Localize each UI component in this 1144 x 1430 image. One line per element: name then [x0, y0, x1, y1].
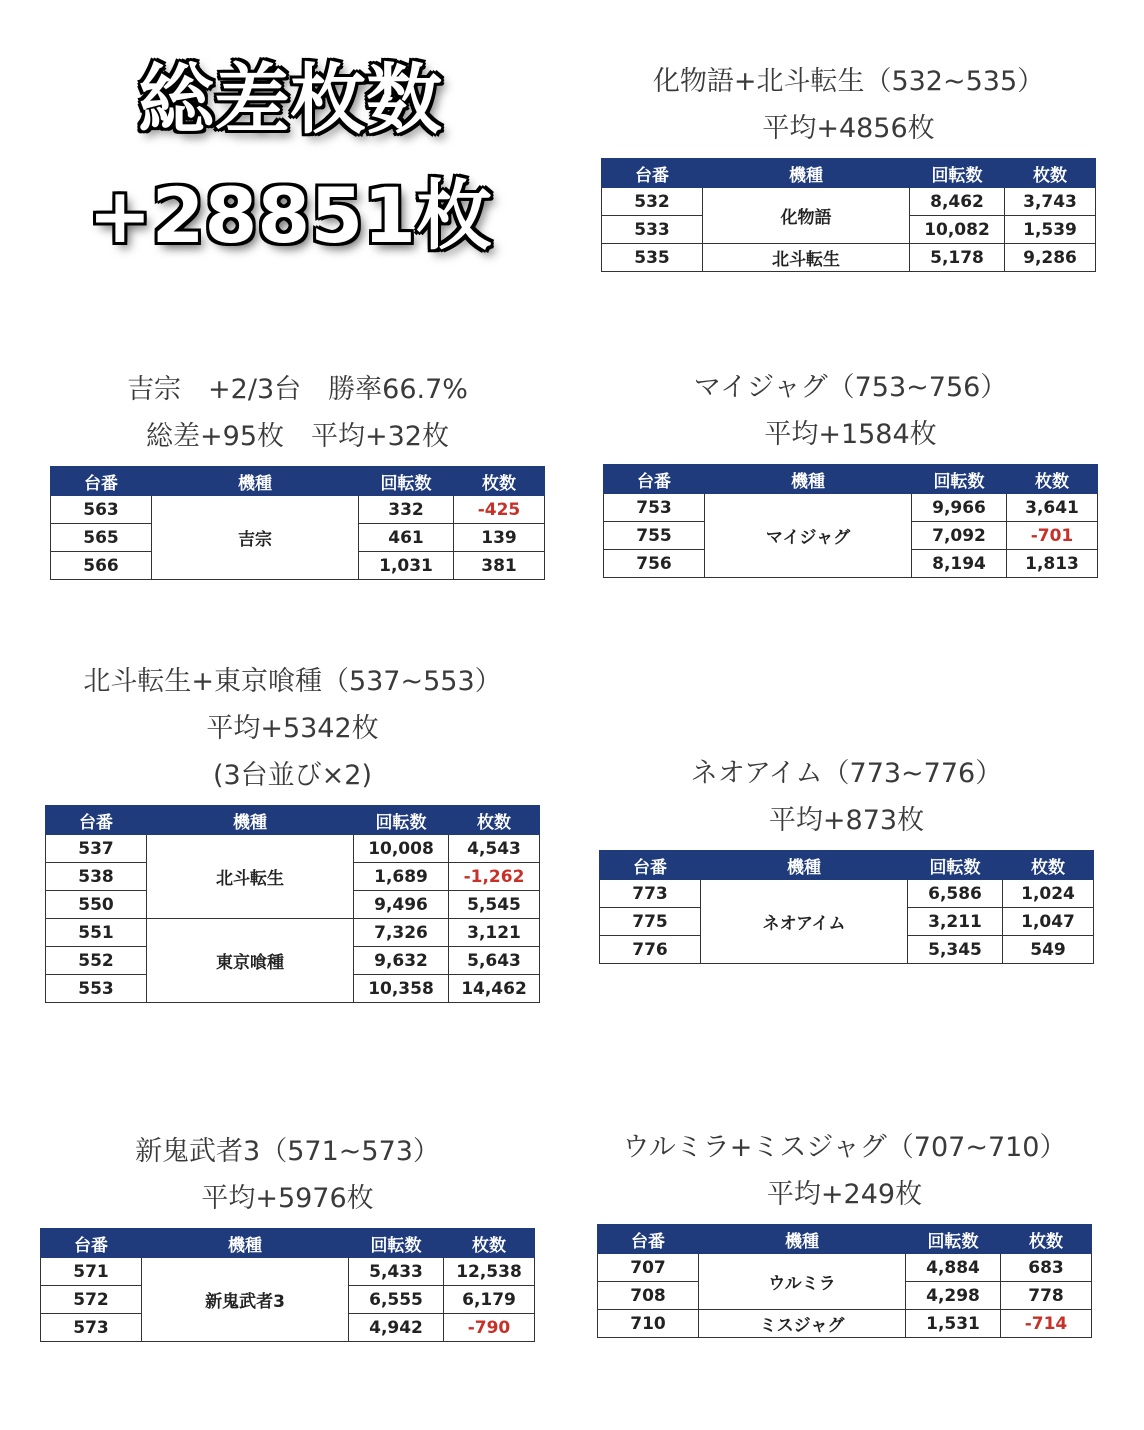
section-subtitle: 平均+873枚: [768, 805, 925, 836]
coin-difference: 1,047: [1003, 908, 1094, 936]
result-table: [603, 464, 1098, 578]
table-row: [51, 496, 545, 524]
spin-count: 1,689: [354, 863, 449, 891]
machine-number: 533: [602, 216, 703, 244]
table-header-row: [46, 806, 540, 835]
result-table: [40, 1228, 535, 1342]
table-row: [602, 244, 1096, 272]
result-table: [597, 1224, 1092, 1338]
coin-difference: -714: [1001, 1310, 1092, 1338]
column-header: 回転数: [912, 465, 1007, 494]
machine-number: 535: [602, 244, 703, 272]
section-bakemonogatari-hokuto: [601, 58, 1096, 272]
coin-difference: 14,462: [449, 975, 540, 1003]
coin-difference: 4,543: [449, 835, 540, 863]
model-name: ネオアイム: [701, 880, 908, 964]
column-header: 機種: [701, 851, 908, 880]
result-table: [599, 850, 1094, 964]
model-name: ミスジャグ: [699, 1310, 906, 1338]
coin-difference: 1,539: [1005, 216, 1096, 244]
machine-number: 538: [46, 863, 147, 891]
machine-number: 552: [46, 947, 147, 975]
model-name: 北斗転生: [703, 244, 910, 272]
spin-count: 332: [359, 496, 454, 524]
column-header: 回転数: [908, 851, 1003, 880]
model-name: マイジャグ: [705, 494, 912, 578]
coin-difference: -701: [1007, 522, 1098, 550]
machine-number: 707: [598, 1254, 699, 1282]
coin-difference: 683: [1001, 1254, 1092, 1282]
column-header: 回転数: [906, 1225, 1001, 1254]
machine-number: 537: [46, 835, 147, 863]
machine-number: 566: [51, 552, 152, 580]
column-header: 枚数: [1003, 851, 1094, 880]
result-table: [50, 466, 545, 580]
column-header: 枚数: [454, 467, 545, 496]
machine-number: 773: [600, 880, 701, 908]
spin-count: 4,884: [906, 1254, 1001, 1282]
table-header-row: [51, 467, 545, 496]
machine-number: 571: [41, 1258, 142, 1286]
coin-difference: 3,641: [1007, 494, 1098, 522]
column-header: 台番: [51, 467, 152, 496]
spin-count: 7,092: [912, 522, 1007, 550]
column-header: 台番: [598, 1225, 699, 1254]
section-subtitle: (3台並び×2): [212, 760, 373, 791]
machine-number: 708: [598, 1282, 699, 1310]
column-header: 枚数: [1001, 1225, 1092, 1254]
coin-difference: 381: [454, 552, 545, 580]
model-name: 北斗転生: [147, 835, 354, 919]
section-title: 化物語+北斗転生（532~535）: [652, 66, 1045, 97]
table-row: [598, 1310, 1092, 1338]
spin-count: 1,531: [906, 1310, 1001, 1338]
spin-count: 10,008: [354, 835, 449, 863]
column-header: 枚数: [449, 806, 540, 835]
column-header: 機種: [699, 1225, 906, 1254]
result-table: [45, 805, 540, 1003]
section-title: ウルミラ+ミスジャグ（707~710）: [622, 1132, 1067, 1163]
coin-difference: -790: [444, 1314, 535, 1342]
section-subtitle: 平均+5342枚: [206, 713, 379, 744]
spin-count: 10,358: [354, 975, 449, 1003]
table-header-row: [600, 851, 1094, 880]
column-header: 回転数: [349, 1229, 444, 1258]
column-header: 機種: [705, 465, 912, 494]
spin-count: 4,298: [906, 1282, 1001, 1310]
spin-count: 9,496: [354, 891, 449, 919]
spin-count: 1,031: [359, 552, 454, 580]
model-name: 東京喰種: [147, 919, 354, 1003]
column-header: 台番: [46, 806, 147, 835]
section-title: 新鬼武者3（571~573）: [135, 1136, 440, 1167]
model-name: 新鬼武者3: [142, 1258, 349, 1342]
table-row: [600, 880, 1094, 908]
spin-count: 4,942: [349, 1314, 444, 1342]
column-header: 機種: [147, 806, 354, 835]
coin-difference: 1,813: [1007, 550, 1098, 578]
coin-difference: 12,538: [444, 1258, 535, 1286]
coin-difference: 5,643: [449, 947, 540, 975]
section-title: マイジャグ（753~756）: [693, 372, 1008, 403]
spin-count: 7,326: [354, 919, 449, 947]
coin-difference: 9,286: [1005, 244, 1096, 272]
machine-number: 775: [600, 908, 701, 936]
column-header: 回転数: [910, 159, 1005, 188]
column-header: 回転数: [354, 806, 449, 835]
section-subtitle: 平均+249枚: [766, 1179, 923, 1210]
table-row: [602, 188, 1096, 216]
section-yoshimune: [50, 366, 545, 580]
column-header: 枚数: [1007, 465, 1098, 494]
machine-number: 565: [51, 524, 152, 552]
table-row: [46, 919, 540, 947]
section-title: 北斗転生+東京喰種（537~553）: [83, 666, 502, 697]
spin-count: 8,194: [912, 550, 1007, 578]
column-header: 回転数: [359, 467, 454, 496]
machine-number: 776: [600, 936, 701, 964]
spin-count: 3,211: [908, 908, 1003, 936]
table-header-row: [41, 1229, 535, 1258]
column-header: 機種: [703, 159, 910, 188]
spin-count: 6,586: [908, 880, 1003, 908]
spin-count: 9,632: [354, 947, 449, 975]
section-shinonimusha3: [40, 1128, 535, 1342]
coin-difference: 1,024: [1003, 880, 1094, 908]
machine-number: 710: [598, 1310, 699, 1338]
spin-count: 10,082: [910, 216, 1005, 244]
coin-difference: 139: [454, 524, 545, 552]
column-header: 台番: [41, 1229, 142, 1258]
machine-number: 551: [46, 919, 147, 947]
section-title: ネオアイム（773~776）: [690, 758, 1003, 789]
coin-difference: 549: [1003, 936, 1094, 964]
coin-difference: 3,121: [449, 919, 540, 947]
spin-count: 5,345: [908, 936, 1003, 964]
spin-count: 461: [359, 524, 454, 552]
model-name: 吉宗: [152, 496, 359, 580]
spin-count: 9,966: [912, 494, 1007, 522]
column-header: 枚数: [444, 1229, 535, 1258]
table-row: [41, 1258, 535, 1286]
machine-number: 563: [51, 496, 152, 524]
table-row: [604, 494, 1098, 522]
machine-number: 753: [604, 494, 705, 522]
machine-number: 572: [41, 1286, 142, 1314]
model-name: 化物語: [703, 188, 910, 244]
coin-difference: -1,262: [449, 863, 540, 891]
machine-number: 755: [604, 522, 705, 550]
table-header-row: [602, 159, 1096, 188]
section-title: 吉宗 +2/3台 勝率66.7%: [127, 374, 468, 405]
total-value: +28851枚: [87, 171, 493, 260]
machine-number: 532: [602, 188, 703, 216]
spin-count: 5,433: [349, 1258, 444, 1286]
machine-number: 573: [41, 1314, 142, 1342]
coin-difference: -425: [454, 496, 545, 524]
section-subtitle: 平均+4856枚: [762, 113, 935, 144]
column-header: 機種: [152, 467, 359, 496]
column-header: 枚数: [1005, 159, 1096, 188]
section-subtitle: 平均+1584枚: [764, 419, 937, 450]
table-header-row: [598, 1225, 1092, 1254]
section-subtitle: 総差+95枚 平均+32枚: [146, 421, 449, 452]
total-label: 総差枚数: [138, 55, 442, 144]
machine-number: 553: [46, 975, 147, 1003]
machine-number: 756: [604, 550, 705, 578]
table-row: [598, 1254, 1092, 1282]
section-neoim: [599, 750, 1094, 964]
machine-number: 550: [46, 891, 147, 919]
column-header: 台番: [604, 465, 705, 494]
spin-count: 5,178: [910, 244, 1005, 272]
coin-difference: 778: [1001, 1282, 1092, 1310]
column-header: 機種: [142, 1229, 349, 1258]
coin-difference: 5,545: [449, 891, 540, 919]
coin-difference: 3,743: [1005, 188, 1096, 216]
table-row: [46, 835, 540, 863]
result-table: [601, 158, 1096, 272]
model-name: ウルミラ: [699, 1254, 906, 1310]
section-subtitle: 平均+5976枚: [201, 1183, 374, 1214]
spin-count: 8,462: [910, 188, 1005, 216]
section-hokuto-tokyoghoul: [45, 658, 540, 1003]
spin-count: 6,555: [349, 1286, 444, 1314]
coin-difference: 6,179: [444, 1286, 535, 1314]
table-header-row: [604, 465, 1098, 494]
section-ulmira-missjug: [597, 1124, 1092, 1338]
column-header: 台番: [600, 851, 701, 880]
column-header: 台番: [602, 159, 703, 188]
section-myjuggler: [603, 364, 1098, 578]
